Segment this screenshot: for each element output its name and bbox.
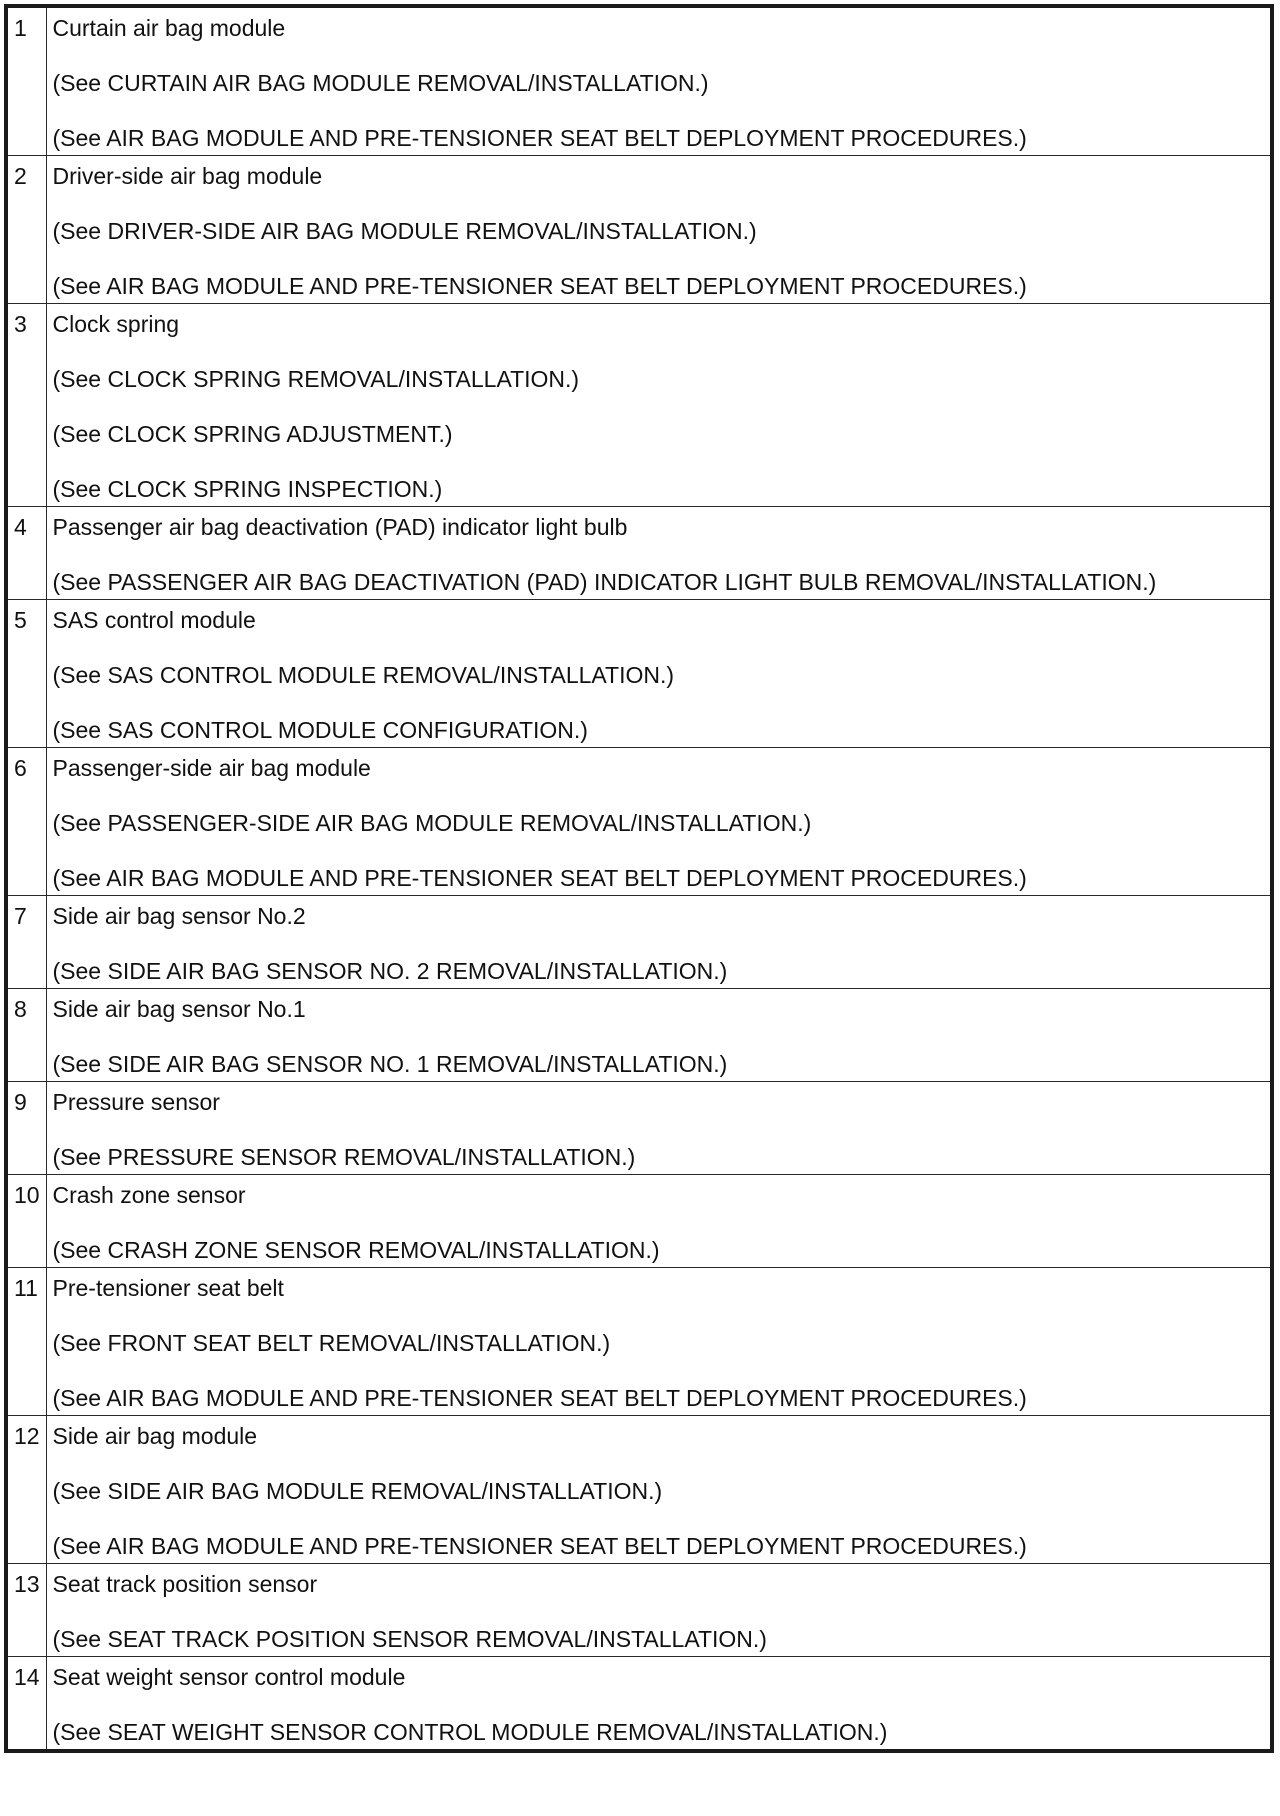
table-body — [6, 6, 1272, 1751]
procedure-reference[interactable]: (See SIDE AIR BAG SENSOR NO. 1 REMOVAL/INSTALLATION.) — [52, 1051, 728, 1077]
component-name: Crash zone sensor — [52, 1182, 246, 1208]
procedure-reference[interactable]: (See AIR BAG MODULE AND PRE-TENSIONER SEAT BELT DEPLOYMENT PROCEDURES.) — [52, 1533, 1027, 1559]
table-row — [6, 896, 1272, 989]
item-description — [46, 507, 1272, 600]
item-number: 8 — [6, 989, 46, 1082]
item-description — [46, 748, 1272, 896]
item-number: 11 — [6, 1268, 46, 1416]
procedure-reference[interactable]: (See AIR BAG MODULE AND PRE-TENSIONER SEAT BELT DEPLOYMENT PROCEDURES.) — [52, 865, 1027, 891]
item-number: 2 — [6, 156, 46, 304]
procedure-reference[interactable]: (See CURTAIN AIR BAG MODULE REMOVAL/INSTALLATION.) — [52, 70, 709, 96]
procedure-reference[interactable]: (See FRONT SEAT BELT REMOVAL/INSTALLATION.) — [52, 1330, 611, 1356]
table-row — [6, 989, 1272, 1082]
item-number: 12 — [6, 1416, 46, 1564]
procedure-reference[interactable]: (See SIDE AIR BAG MODULE REMOVAL/INSTALLATION.) — [52, 1478, 663, 1504]
item-description — [46, 896, 1272, 989]
item-description — [46, 304, 1272, 507]
table-row — [6, 748, 1272, 896]
table-row — [6, 1175, 1272, 1268]
procedure-reference[interactable]: (See SAS CONTROL MODULE CONFIGURATION.) — [52, 717, 588, 743]
component-name: Passenger air bag deactivation (PAD) indicator light bulb — [52, 514, 628, 540]
table-row — [6, 6, 1272, 156]
procedure-reference[interactable]: (See CLOCK SPRING REMOVAL/INSTALLATION.) — [52, 366, 580, 392]
procedure-reference[interactable]: (See SEAT TRACK POSITION SENSOR REMOVAL/INSTALLATION.) — [52, 1626, 767, 1652]
component-name: Driver-side air bag module — [52, 163, 323, 189]
item-number: 3 — [6, 304, 46, 507]
component-name: Seat weight sensor control module — [52, 1664, 406, 1690]
component-name: Clock spring — [52, 311, 180, 337]
procedure-reference[interactable]: (See PASSENGER AIR BAG DEACTIVATION (PAD) INDICATOR LIGHT BULB REMOVAL/INSTALLATION.) — [52, 569, 1157, 595]
item-description — [46, 1657, 1272, 1752]
item-description — [46, 6, 1272, 156]
item-description — [46, 989, 1272, 1082]
item-description — [46, 1564, 1272, 1657]
item-number: 4 — [6, 507, 46, 600]
procedure-reference[interactable]: (See SIDE AIR BAG SENSOR NO. 2 REMOVAL/INSTALLATION.) — [52, 958, 728, 984]
item-description — [46, 1175, 1272, 1268]
item-number: 5 — [6, 600, 46, 748]
component-name: Side air bag sensor No.2 — [52, 903, 306, 929]
procedure-reference[interactable]: (See AIR BAG MODULE AND PRE-TENSIONER SEAT BELT DEPLOYMENT PROCEDURES.) — [52, 125, 1027, 151]
item-number: 14 — [6, 1657, 46, 1752]
component-name: Side air bag module — [52, 1423, 258, 1449]
component-name: Passenger-side air bag module — [52, 755, 371, 781]
procedure-reference[interactable]: (See SEAT WEIGHT SENSOR CONTROL MODULE REMOVAL/INSTALLATION.) — [52, 1719, 888, 1745]
item-number: 9 — [6, 1082, 46, 1175]
procedure-reference[interactable]: (See PRESSURE SENSOR REMOVAL/INSTALLATION.) — [52, 1144, 636, 1170]
table-row — [6, 507, 1272, 600]
procedure-reference[interactable]: (See SAS CONTROL MODULE REMOVAL/INSTALLATION.) — [52, 662, 675, 688]
procedure-reference[interactable]: (See CLOCK SPRING INSPECTION.) — [52, 476, 443, 502]
procedure-reference[interactable]: (See CLOCK SPRING ADJUSTMENT.) — [52, 421, 453, 447]
item-description — [46, 1268, 1272, 1416]
procedure-reference[interactable]: (See AIR BAG MODULE AND PRE-TENSIONER SEAT BELT DEPLOYMENT PROCEDURES.) — [52, 273, 1027, 299]
item-description — [46, 156, 1272, 304]
table-row — [6, 1564, 1272, 1657]
table-row — [6, 304, 1272, 507]
component-reference-table — [4, 4, 1274, 1753]
item-description — [46, 1082, 1272, 1175]
component-name: Curtain air bag module — [52, 15, 286, 41]
item-description — [46, 600, 1272, 748]
item-description — [46, 1416, 1272, 1564]
component-name: Pressure sensor — [52, 1089, 220, 1115]
item-number: 1 — [6, 6, 46, 156]
item-number: 6 — [6, 748, 46, 896]
table-row — [6, 156, 1272, 304]
item-number: 13 — [6, 1564, 46, 1657]
component-name: Pre-tensioner seat belt — [52, 1275, 284, 1301]
procedure-reference[interactable]: (See AIR BAG MODULE AND PRE-TENSIONER SEAT BELT DEPLOYMENT PROCEDURES.) — [52, 1385, 1027, 1411]
item-number: 7 — [6, 896, 46, 989]
procedure-reference[interactable]: (See DRIVER-SIDE AIR BAG MODULE REMOVAL/INSTALLATION.) — [52, 218, 757, 244]
procedure-reference[interactable]: (See CRASH ZONE SENSOR REMOVAL/INSTALLATION.) — [52, 1237, 660, 1263]
item-number: 10 — [6, 1175, 46, 1268]
table-row — [6, 600, 1272, 748]
component-name: SAS control module — [52, 607, 256, 633]
component-name: Seat track position sensor — [52, 1571, 318, 1597]
procedure-reference[interactable]: (See PASSENGER-SIDE AIR BAG MODULE REMOVAL/INSTALLATION.) — [52, 810, 812, 836]
table-row — [6, 1657, 1272, 1752]
table-row — [6, 1268, 1272, 1416]
component-name: Side air bag sensor No.1 — [52, 996, 306, 1022]
table-row — [6, 1416, 1272, 1564]
table-row — [6, 1082, 1272, 1175]
